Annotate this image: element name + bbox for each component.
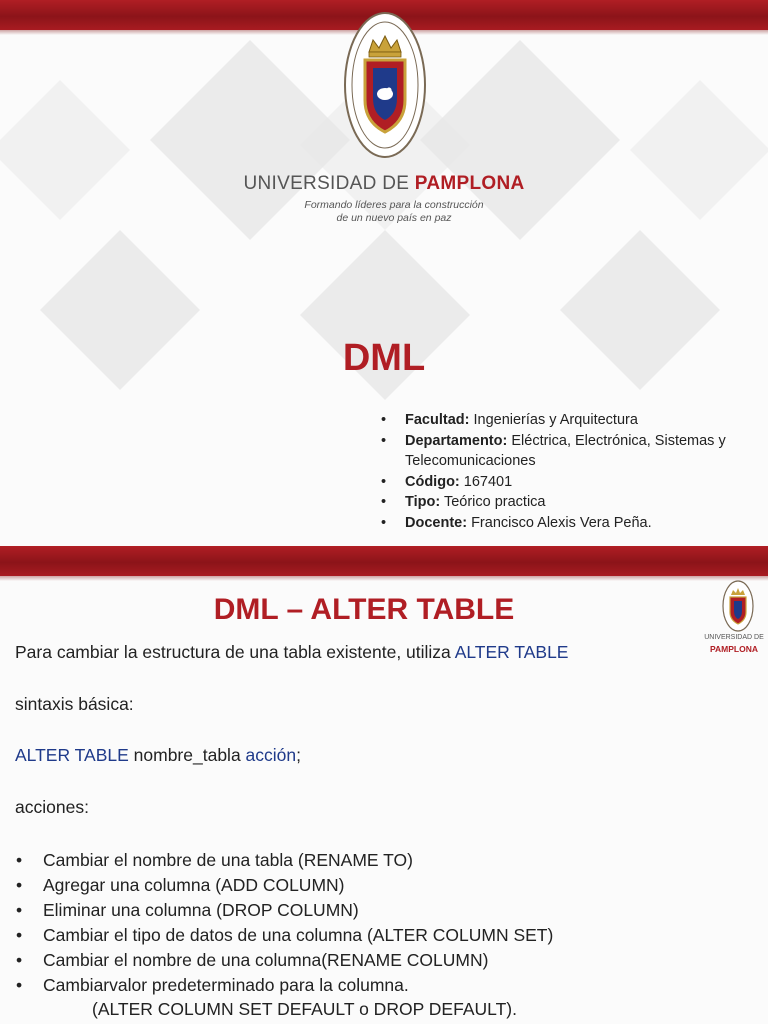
content-slide [0,546,768,1024]
logo-name-line2: PAMPLONA [709,644,758,654]
list-item: • Cambiar el nombre de una tabla (RENAME TO) [15,848,715,873]
top-red-band [0,546,768,576]
slide-title: DML [342,337,426,379]
list-item: • Cambiar el nombre de una columna(RENAME COLUMN) [15,948,715,973]
info-item-facultad: • Facultad: Ingenierías y Arquitectura [380,410,760,431]
info-item-codigo: • Código: 167401 [380,472,760,493]
info-item-departamento: • Departamento: Eléctrica, Electrónica, Sistemas y Telecomunicaciones [380,431,760,472]
university-name: UNIVERSIDAD DE PAMPLONA [243,173,525,194]
university-seal-icon [343,10,427,160]
course-info-list [380,410,760,533]
list-item: • Cambiar el tipo de datos de una columna (ALTER COLUMN SET) [15,923,715,948]
syntax-label: sintaxis básica: [15,694,134,714]
list-item: • Cambiarvalor predeterminado para la columna. [15,973,715,998]
syntax-example: ALTER TABLE nombre_tabla acción; [15,745,302,765]
tagline-line2: de un nuevo país en paz [336,212,452,224]
intro-paragraph: Para cambiar la estructura de una tabla existente, utiliza ALTER TABLE [15,642,569,662]
tagline-line1: Formando líderes para la construcción [304,199,484,211]
info-item-docente: • Docente: Francisco Alexis Vera Peña. [380,513,760,534]
list-item: • Eliminar una columna (DROP COLUMN) [15,898,715,923]
slide-title: DML – ALTER TABLE [213,593,515,626]
actions-list [15,848,715,998]
logo-name-line1: UNIVERSIDAD DE [704,634,764,641]
actions-continuation: (ALTER COLUMN SET DEFAULT o DROP DEFAULT). [92,999,517,1019]
list-item: • Agregar una columna (ADD COLUMN) [15,873,715,898]
actions-label: acciones: [15,797,89,817]
info-item-tipo: • Tipo: Teórico practica [380,492,760,513]
